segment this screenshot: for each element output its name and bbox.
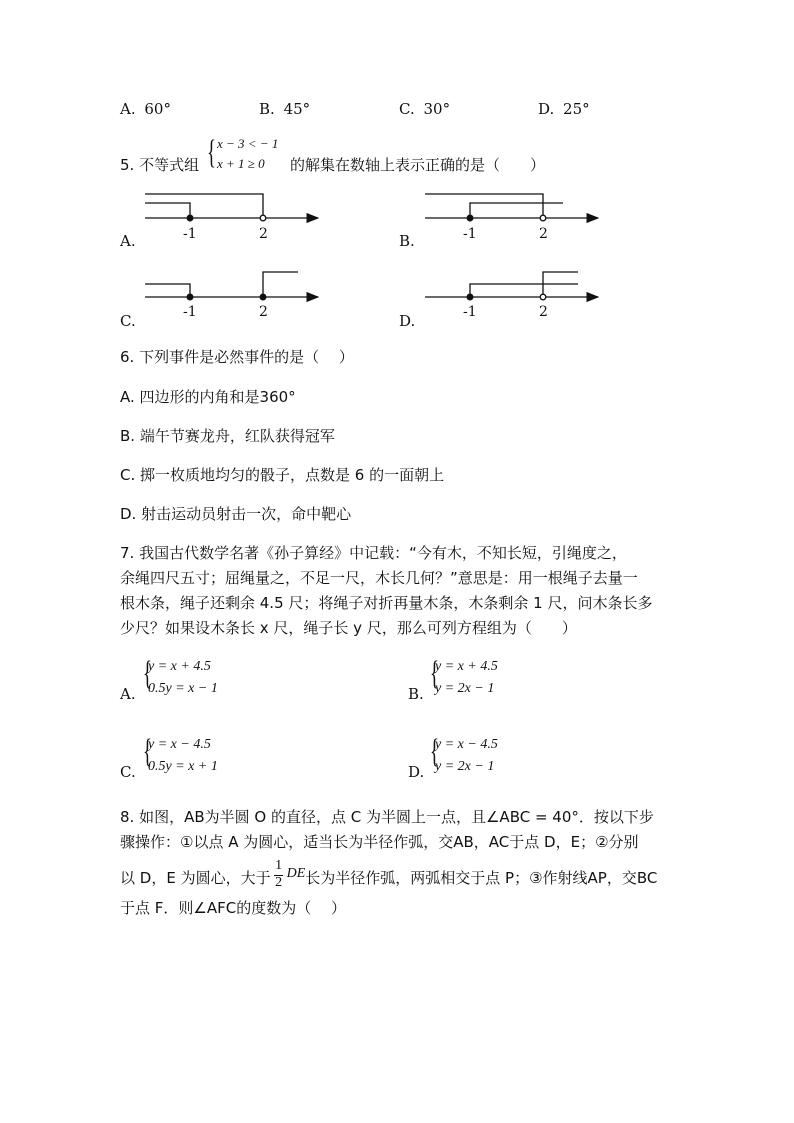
tick-label-2-c: 2 xyxy=(259,304,268,320)
tick-label-neg1-c: -1 xyxy=(183,304,197,320)
equation-1: y = x − 4.5 xyxy=(148,737,211,752)
q5-inequality-1: x − 3 < − 1 xyxy=(217,136,279,151)
equation-2: 0.5y = x − 1 xyxy=(148,681,218,696)
q8-line-3-pre: 以 D，E 为圆心，大于 xyxy=(120,869,271,887)
tick-label-neg1-a: -1 xyxy=(183,226,197,242)
equation-2: y = 2x − 1 xyxy=(435,759,495,774)
number-line-b xyxy=(425,194,598,221)
q5-suffix: 的解集在数轴上表示正确的是（ ） xyxy=(290,156,546,174)
option-letter: A. xyxy=(120,100,136,118)
tick-label-neg1-b: -1 xyxy=(463,226,477,242)
number-line-a xyxy=(145,194,318,221)
tick-label-2-b: 2 xyxy=(539,226,548,242)
option-value: 45° xyxy=(283,100,311,118)
tick-label-2-a: 2 xyxy=(259,226,268,242)
q7-line-4: 少尺？如果设木条长 x 尺，绳子长 y 尺，那么可列方程组为（ ） xyxy=(120,619,577,637)
option-letter: B. xyxy=(259,100,275,118)
q8-line-2: 骤操作：①以点 A 为圆心，适当长为半径作弧，交AB，AC于点 D，E；②分别 xyxy=(120,833,639,851)
q5-option-b: B. xyxy=(399,232,415,250)
fraction-denominator: 2 xyxy=(275,875,283,890)
q7-option-b-brace: { xyxy=(430,655,439,692)
q7-option-d-system xyxy=(435,734,498,778)
q7-option-a-letter: A. xyxy=(120,685,136,703)
q7-option-b-system xyxy=(435,656,498,700)
q7-option-c-letter: C. xyxy=(120,763,136,781)
q6-option-a: A. 四边形的内角和是360° xyxy=(120,388,296,406)
q8-fraction-variable: DE xyxy=(286,866,306,881)
q7-line-2: 余绳四尺五寸；屈绳量之，不足一尺，木长几何？”意思是：用一根绳子去量一 xyxy=(120,569,638,587)
number-line-d xyxy=(425,272,598,300)
option-letter: D. xyxy=(538,100,555,118)
q6-option-d: D. 射击运动员射击一次，命中靶心 xyxy=(120,505,352,523)
fraction-numerator: 1 xyxy=(275,858,283,873)
q6-option-c: C. 掷一枚质地均匀的骰子，点数是 6 的一面朝上 xyxy=(120,466,445,484)
option-value: 30° xyxy=(423,100,451,118)
q7-option-a-brace: { xyxy=(143,655,152,692)
q7-option-d-brace: { xyxy=(430,733,439,770)
equation-1: y = x − 4.5 xyxy=(435,737,498,752)
q5-inequality-2: x + 1 ≥ 0 xyxy=(217,156,265,171)
q7-option-a-system xyxy=(148,656,218,700)
q8-fraction xyxy=(271,858,287,890)
number-line-c xyxy=(145,272,318,300)
q5-option-c: C. xyxy=(120,312,136,330)
q5-prefix: 5. 不等式组 xyxy=(120,156,200,174)
equation-2: 0.5y = x + 1 xyxy=(148,759,218,774)
q7-option-b-letter: B. xyxy=(408,685,424,703)
q5-system-brace: { xyxy=(207,134,216,171)
q5-option-d: D. xyxy=(399,312,416,330)
q8-line-1: 8. 如图，AB为半圆 O 的直径，点 C 为半圆上一点，且∠ABC = 40°．按以下步 xyxy=(120,808,654,826)
tick-label-2-d: 2 xyxy=(539,304,548,320)
q7-option-d-letter: D. xyxy=(408,763,425,781)
option-value: 60° xyxy=(144,100,171,118)
q7-option-c-system xyxy=(148,734,218,778)
q7-line-1: 7. 我国古代数学名著《孙子算经》中记载：“今有木，不知长短，引绳度之， xyxy=(120,544,627,562)
equation-2: y = 2x − 1 xyxy=(435,681,495,696)
q8-line-3-post: 长为半径作弧，两弧相交于点 P；③作射线AP，交BC xyxy=(305,869,658,887)
q6-stem: 6. 下列事件是必然事件的是（ ） xyxy=(120,348,354,366)
q5-option-a: A. xyxy=(120,232,136,250)
equation-1: y = x + 4.5 xyxy=(435,659,498,674)
q6-option-b: B. 端午节赛龙舟，红队获得冠军 xyxy=(120,427,335,445)
q7-option-c-brace: { xyxy=(143,733,152,770)
q8-line-4: 于点 F．则∠AFC的度数为（ ） xyxy=(120,899,346,917)
q8-line-3 xyxy=(120,858,658,890)
q7-line-3: 根木条，绳子还剩余 4.5 尺；将绳子对折再量木条，木条剩余 1 尺，问木条长多 xyxy=(120,594,653,612)
tick-label-neg1-d: -1 xyxy=(463,304,477,320)
option-letter: C. xyxy=(399,100,415,118)
option-value: 25° xyxy=(563,100,590,118)
equation-1: y = x + 4.5 xyxy=(148,659,211,674)
